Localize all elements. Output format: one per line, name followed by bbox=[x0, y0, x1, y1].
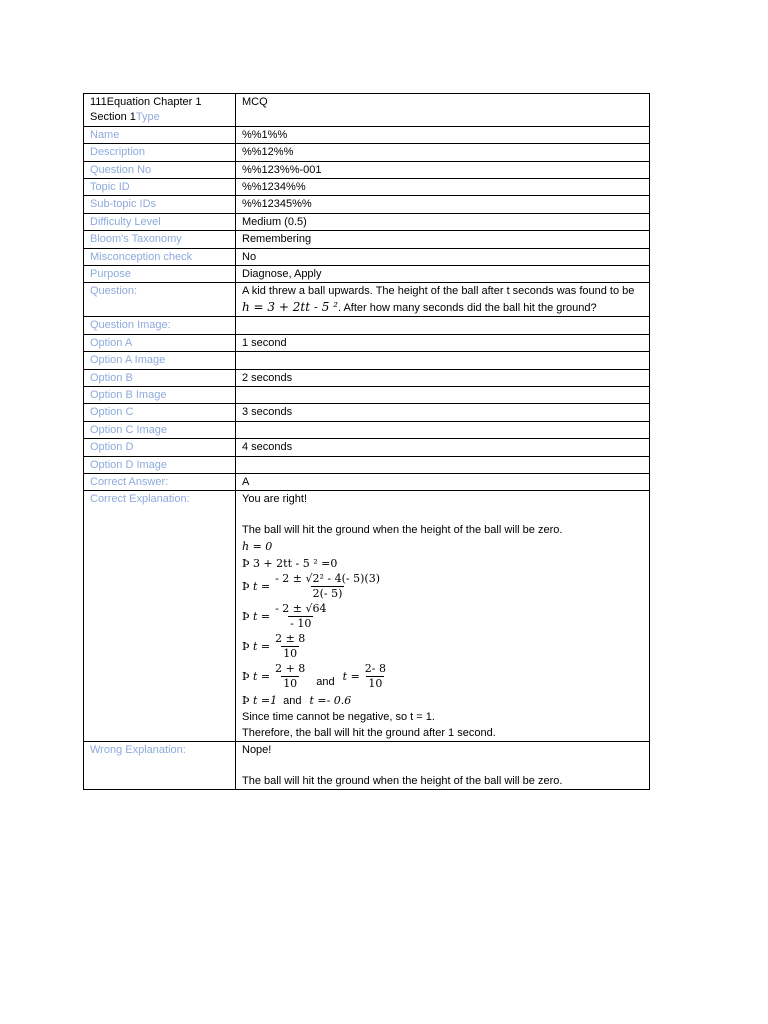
correct-answer-value: A bbox=[236, 473, 650, 490]
blooms-label: Bloom's Taxonomy bbox=[84, 231, 236, 248]
option-b-image-value bbox=[236, 386, 650, 403]
correct-explanation-label: Correct Explanation: bbox=[84, 491, 236, 742]
step-6-lhs: t = bbox=[252, 669, 271, 683]
wrong-explanation-value bbox=[236, 742, 650, 790]
table-row bbox=[84, 213, 650, 230]
step-4 bbox=[242, 602, 643, 631]
question-metadata-table bbox=[83, 93, 650, 790]
step-3-numerator: - 2 ± √2² - 4(- 5)(3) bbox=[275, 571, 381, 585]
step-6-denominator: 10 bbox=[283, 676, 298, 690]
type-label bbox=[84, 94, 236, 127]
correct-explanation-value bbox=[236, 491, 650, 742]
step-5-fraction bbox=[273, 632, 307, 661]
misconception-value: No bbox=[236, 248, 650, 265]
option-d-label: Option D bbox=[84, 439, 236, 456]
conclusion-1: Since time cannot be negative, so t = 1. bbox=[242, 711, 435, 724]
question-equation: h = 3 + 2tt - 5 ² bbox=[242, 299, 338, 314]
implies-symbol: Þ bbox=[242, 609, 250, 623]
subtopic-ids-label: Sub-topic IDs bbox=[84, 196, 236, 213]
table-row bbox=[84, 161, 650, 178]
table-row bbox=[84, 491, 650, 742]
name-value: %%1%% bbox=[236, 126, 650, 143]
step-6-fraction bbox=[273, 662, 307, 691]
option-a-value: 1 second bbox=[236, 334, 650, 351]
option-c-label: Option C bbox=[84, 404, 236, 421]
table-row bbox=[84, 456, 650, 473]
table-row bbox=[84, 317, 650, 334]
step-3-denominator: 2(- 5) bbox=[312, 586, 343, 600]
correct-statement: The ball will hit the ground when the height of the ball will be zero. bbox=[242, 523, 563, 536]
step-4-numerator: - 2 ± √64 bbox=[275, 601, 327, 615]
table-row bbox=[84, 196, 650, 213]
option-d-value: 4 seconds bbox=[236, 439, 650, 456]
step-5-lhs: t = bbox=[252, 639, 271, 653]
wrong-intro: Nope! bbox=[242, 744, 272, 757]
question-text-end: . After how many seconds did the ball hit the ground? bbox=[337, 301, 597, 314]
step-6-numerator: 2 + 8 bbox=[275, 661, 306, 675]
option-b-image-label: Option B Image bbox=[84, 386, 236, 403]
table-row bbox=[84, 126, 650, 143]
wrong-explanation-label: Wrong Explanation: bbox=[84, 742, 236, 790]
step-6-and: and bbox=[316, 675, 335, 688]
conclusion-2: Therefore, the ball will hit the ground after 1 second. bbox=[242, 726, 496, 739]
step-5-denominator: 10 bbox=[283, 646, 298, 660]
step-6-numerator-2: 2- 8 bbox=[364, 661, 387, 675]
correct-answer-label: Correct Answer: bbox=[84, 473, 236, 490]
table-row bbox=[84, 334, 650, 351]
option-a-label: Option A bbox=[84, 334, 236, 351]
difficulty-value: Medium (0.5) bbox=[236, 213, 650, 230]
question-image-label: Question Image: bbox=[84, 317, 236, 334]
step-4-lhs: t = bbox=[252, 609, 271, 623]
purpose-value: Diagnose, Apply bbox=[236, 266, 650, 283]
implies-symbol: Þ bbox=[242, 556, 250, 570]
question-no-label: Question No bbox=[84, 161, 236, 178]
question-no-value: %%123%%-001 bbox=[236, 161, 650, 178]
step-6 bbox=[242, 662, 643, 691]
question-label: Question: bbox=[84, 283, 236, 317]
table-row bbox=[84, 404, 650, 421]
table-row bbox=[84, 248, 650, 265]
topic-id-label: Topic ID bbox=[84, 179, 236, 196]
table-row bbox=[84, 144, 650, 161]
table-row bbox=[84, 421, 650, 438]
question-value bbox=[236, 283, 650, 317]
table-row bbox=[84, 266, 650, 283]
step-2 bbox=[242, 556, 643, 571]
step-2-expr: 3 + 2tt - 5 ² =0 bbox=[252, 556, 338, 570]
implies-symbol: Þ bbox=[242, 693, 250, 707]
subtopic-ids-value: %%12345%% bbox=[236, 196, 650, 213]
table-row bbox=[84, 94, 650, 127]
topic-id-value: %%1234%% bbox=[236, 179, 650, 196]
step-3-fraction bbox=[273, 572, 382, 601]
wrong-statement: The ball will hit the ground when the height of the ball will be zero. bbox=[242, 774, 563, 787]
question-image-value bbox=[236, 317, 650, 334]
implies-symbol: Þ bbox=[242, 669, 250, 683]
table-row bbox=[84, 179, 650, 196]
option-a-image-label: Option A Image bbox=[84, 352, 236, 369]
implies-symbol: Þ bbox=[242, 579, 250, 593]
step-7-b: t =- 0.6 bbox=[309, 693, 352, 707]
purpose-label: Purpose bbox=[84, 266, 236, 283]
description-value: %%12%% bbox=[236, 144, 650, 161]
step-6-lhs2: t = bbox=[342, 669, 360, 683]
table-row bbox=[84, 386, 650, 403]
option-a-image-value bbox=[236, 352, 650, 369]
equation-chapter-label: 111Equation Chapter 1 Section 1 bbox=[90, 96, 202, 124]
step-4-denominator: - 10 bbox=[290, 616, 312, 630]
step-6-fraction-2 bbox=[363, 662, 388, 691]
step-1: h = 0 bbox=[242, 540, 273, 554]
step-4-fraction bbox=[273, 602, 328, 631]
correct-intro: You are right! bbox=[242, 493, 308, 506]
implies-symbol: Þ bbox=[242, 639, 250, 653]
option-d-image-value bbox=[236, 456, 650, 473]
step-7-and: and bbox=[283, 694, 302, 707]
step-6-denominator-2: 10 bbox=[368, 676, 383, 690]
difficulty-label: Difficulty Level bbox=[84, 213, 236, 230]
description-label: Description bbox=[84, 144, 236, 161]
table-row bbox=[84, 439, 650, 456]
step-3 bbox=[242, 572, 643, 601]
table-row bbox=[84, 352, 650, 369]
option-b-value: 2 seconds bbox=[236, 369, 650, 386]
misconception-label: Misconception check bbox=[84, 248, 236, 265]
step-3-lhs: t = bbox=[252, 579, 271, 593]
blooms-value: Remembering bbox=[236, 231, 650, 248]
step-7-a: t =1 bbox=[252, 693, 278, 707]
step-5 bbox=[242, 632, 643, 661]
type-label-text: Type bbox=[135, 111, 160, 124]
name-label: Name bbox=[84, 126, 236, 143]
option-d-image-label: Option D Image bbox=[84, 456, 236, 473]
table-row bbox=[84, 283, 650, 317]
step-5-numerator: 2 ± 8 bbox=[275, 631, 306, 645]
table-row bbox=[84, 369, 650, 386]
option-c-image-value bbox=[236, 421, 650, 438]
type-value: MCQ bbox=[236, 94, 650, 127]
option-c-image-label: Option C Image bbox=[84, 421, 236, 438]
question-text: A kid threw a ball upwards. The height of the ball after t seconds was found to be bbox=[242, 285, 635, 298]
table-row bbox=[84, 231, 650, 248]
option-c-value: 3 seconds bbox=[236, 404, 650, 421]
step-7 bbox=[242, 692, 643, 709]
table-row bbox=[84, 473, 650, 490]
table-row bbox=[84, 742, 650, 790]
option-b-label: Option B bbox=[84, 369, 236, 386]
